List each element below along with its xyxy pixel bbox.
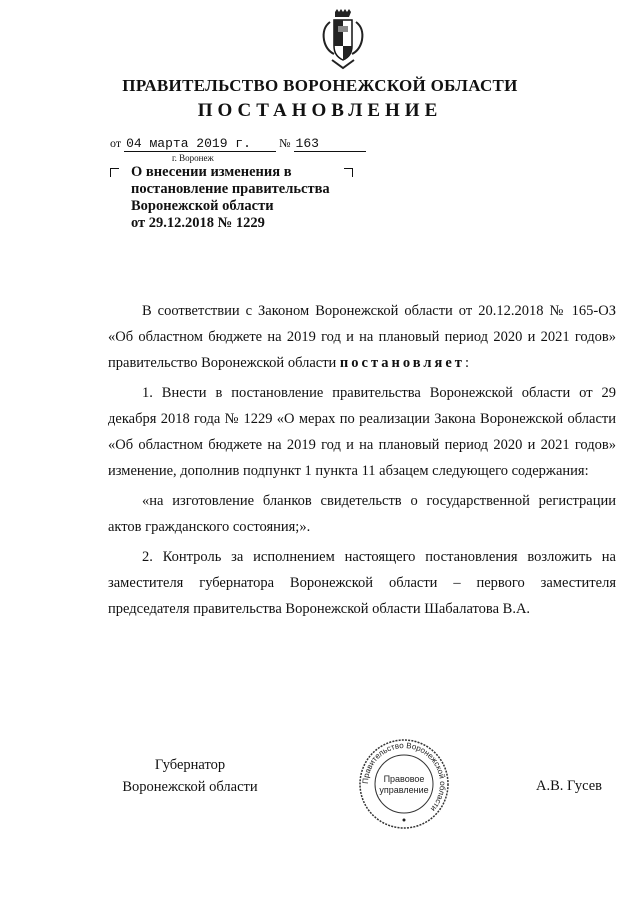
- stamp-ring-text: Правительство Воронежской области: [360, 740, 448, 814]
- item-1-paragraph: 1. Внести в постановление правительства Воронежской области от 29 декабря 2018 года № 1229 «О мерах по реализации Закона Воронежской области «Об областном бюджете на 2019 год и на плановый период 2020 и 2021 годов» изменение, дополнив подпункт 1 пункта 11 абзацем следующего содержания:: [108, 385, 616, 479]
- coat-of-arms-icon: [320, 8, 366, 70]
- subject-line: от 29.12.2018 № 1229: [131, 215, 265, 231]
- document-type-title: ПОСТАНОВЛЕНИЕ: [197, 100, 443, 121]
- quote-paragraph: «на изготовление бланков свидетельств о государственной регистрации актов гражданского состояния;».: [108, 493, 616, 535]
- date-number-line: [110, 136, 366, 152]
- document-subject: [131, 164, 361, 232]
- signatory-name: А.В. Гусев: [536, 778, 602, 794]
- document-date: 04 марта 2019 г.: [124, 136, 276, 152]
- document-number: 163: [294, 136, 366, 152]
- date-prefix: от: [110, 136, 122, 150]
- subject-line: Воронежской области: [131, 198, 274, 214]
- decree-colon: :: [464, 355, 469, 371]
- signatory-title-line: Воронежской области: [122, 779, 258, 795]
- signatory-title-line: Губернатор: [154, 757, 226, 773]
- item-2-paragraph: 2. Контроль за исполнением настоящего постановления возложить на заместителя губернатора Воронежской области – первого заместителя председателя правительства Воронежской области Шабалатова В.А.: [108, 549, 616, 617]
- intro-paragraph: [108, 298, 616, 376]
- official-stamp: [358, 738, 450, 830]
- stamp-center-line: управление: [379, 785, 429, 795]
- intro-text: В соответствии с Законом Воронежской области от 20.12.2018 № 165-ОЗ «Об областном бюджете на 2019 год и на плановый период 2020 и 2021 годов» правительство Воронежской области: [108, 303, 616, 371]
- subject-corner-left: [110, 168, 119, 177]
- stamp-center-line: Правовое: [383, 774, 425, 784]
- decree-word: постановляет: [339, 355, 465, 371]
- subject-line: О внесении изменения в: [131, 164, 292, 180]
- city-label: г. Воронеж: [172, 153, 214, 163]
- subject-line: постановление правительства: [131, 181, 330, 197]
- government-title: ПРАВИТЕЛЬСТВО ВОРОНЕЖСКОЙ ОБЛАСТИ: [122, 76, 518, 95]
- signatory-title: [112, 754, 268, 798]
- document-body: [108, 298, 616, 626]
- number-prefix: №: [279, 136, 291, 150]
